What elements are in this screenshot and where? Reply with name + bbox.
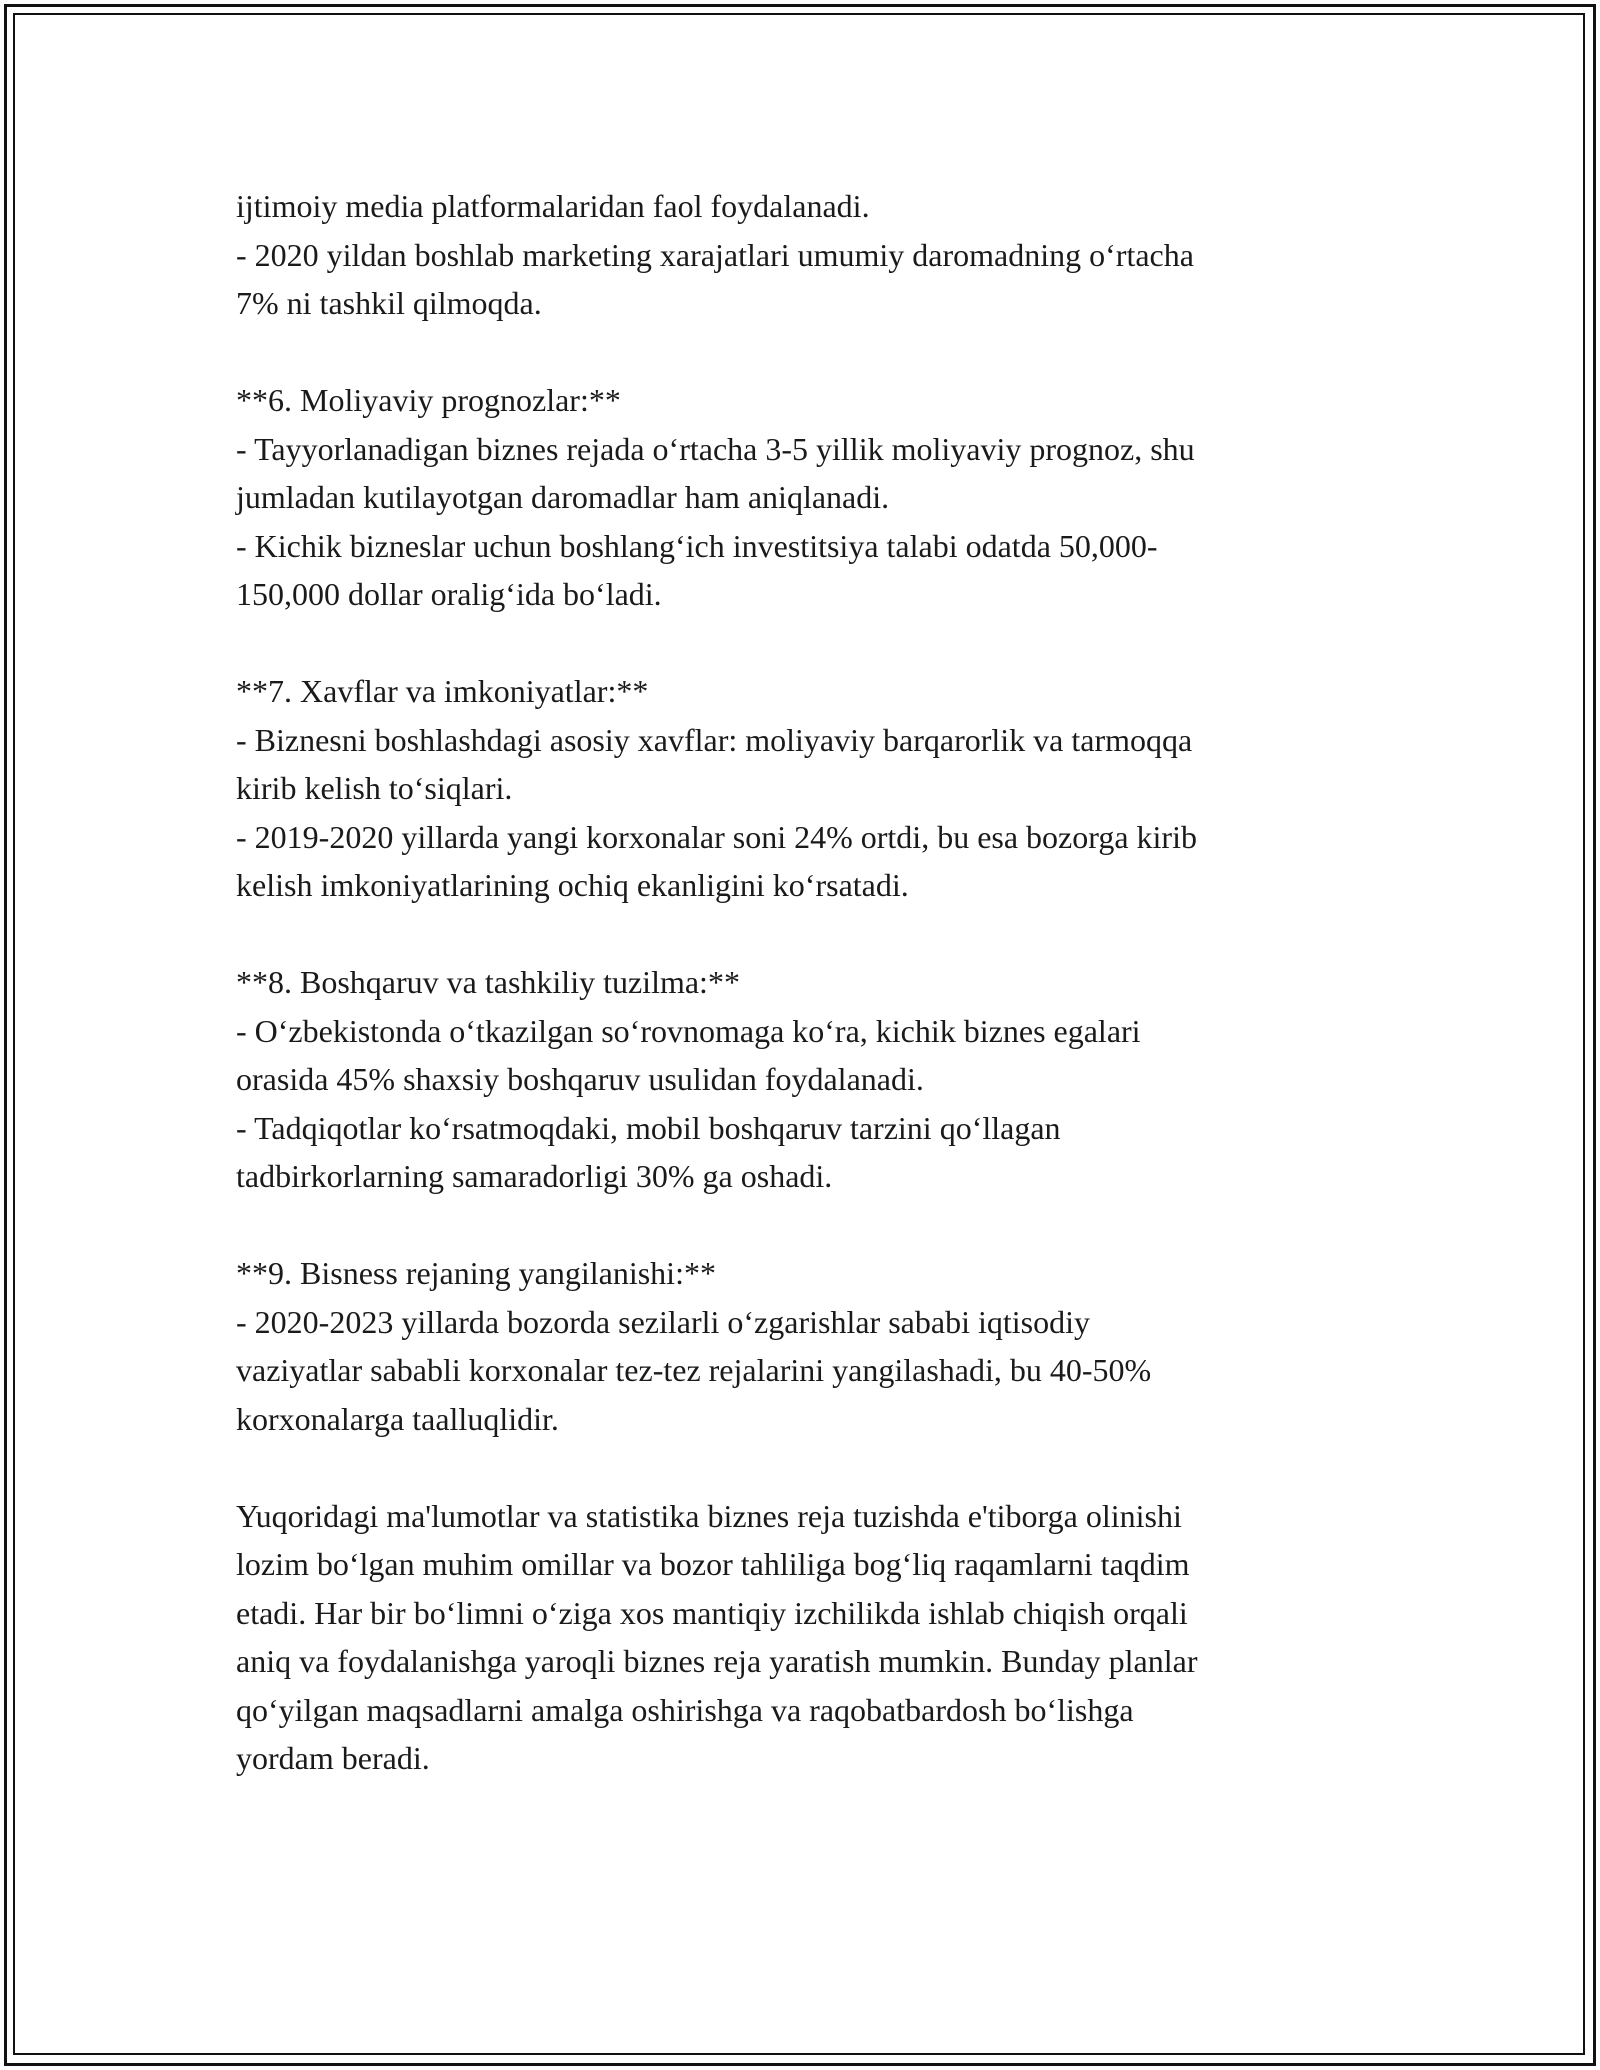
text-line: jumladan kutilayotgan daromadlar ham aniqlanadi. <box>236 479 890 515</box>
text-line: - 2020 yildan boshlab marketing xarajatlari umumiy daromadning o‘rtacha <box>236 236 1194 273</box>
text-line: aniq va foydalanishga yaroqli biznes reja yaratish mumkin. Bunday planlar <box>236 1643 1198 1679</box>
text-line: vaziyatlar sababli korxonalar tez-tez rejalarini yangilashadi, bu 40-50% <box>236 1352 1152 1388</box>
section-heading: **9. Bisness rejaning yangilanishi:** <box>236 1255 716 1291</box>
text-line: - Kichik bizneslar uchun boshlang‘ich investitsiya talabi odatda 50,000- <box>236 527 1158 564</box>
section-8 <box>236 958 1356 1201</box>
section-heading: **6. Moliyaviy prognozlar:** <box>236 382 621 418</box>
text-line: - Tadqiqotlar ko‘rsatmoqdaki, mobil boshqaruv tarzini qo‘llagan <box>236 1109 1061 1146</box>
text-line: ijtimoiy media platformalaridan faol foydalanadi. <box>236 188 870 224</box>
text-line: 7% ni tashkil qilmoqda. <box>236 285 542 321</box>
section-heading: **7. Xavflar va imkoniyatlar:** <box>236 673 649 709</box>
text-line: kelish imkoniyatlarining ochiq ekanligini ko‘rsatadi. <box>236 867 909 903</box>
section-7 <box>236 667 1356 910</box>
text-line: - Biznesni boshlashdagi asosiy xavflar: moliyaviy barqarorlik va tarmoqqa <box>236 721 1193 758</box>
text-line: qo‘yilgan maqsadlarni amalga oshirishga va raqobatbardosh bo‘lishga <box>236 1691 1134 1728</box>
intro-paragraph <box>236 182 1356 328</box>
blank-line <box>236 910 1356 959</box>
section-heading: **8. Boshqaruv va tashkiliy tuzilma:** <box>236 964 740 1000</box>
blank-line <box>236 1443 1356 1492</box>
text-line: orasida 45% shaxsiy boshqaruv usulidan foydalanadi. <box>236 1061 924 1097</box>
text-line: yordam beradi. <box>236 1740 430 1776</box>
document-body <box>236 182 1356 1783</box>
blank-line <box>236 328 1356 377</box>
text-line: - O‘zbekistonda o‘tkazilgan so‘rovnomaga ko‘ra, kichik biznes egalari <box>236 1012 1141 1049</box>
section-6 <box>236 376 1356 619</box>
text-line: - 2019-2020 yillarda yangi korxonalar soni 24% ortdi, bu esa bozorga kirib <box>236 818 1197 855</box>
blank-line <box>236 1201 1356 1250</box>
text-line: - Tayyorlanadigan biznes rejada o‘rtacha 3-5 yillik moliyaviy prognoz, shu <box>236 430 1195 467</box>
conclusion-paragraph <box>236 1492 1356 1783</box>
text-line: tadbirkorlarning samaradorligi 30% ga oshadi. <box>236 1158 833 1194</box>
text-line: etadi. Har bir bo‘limni o‘ziga xos mantiqiy izchilikda ishlab chiqish orqali <box>236 1594 1188 1631</box>
text-line: korxonalarga taalluqlidir. <box>236 1400 559 1437</box>
section-9 <box>236 1249 1356 1443</box>
text-line: lozim bo‘lgan muhim omillar va bozor tahliliga bog‘liq raqamlarni taqdim <box>236 1546 1190 1582</box>
blank-line <box>236 619 1356 668</box>
text-line: kirib kelish to‘siqlari. <box>236 770 513 806</box>
text-line: 150,000 dollar oralig‘ida bo‘ladi. <box>236 576 662 612</box>
text-line: Yuqoridagi ma'lumotlar va statistika biznes reja tuzishda e'tiborga olinishi <box>236 1497 1182 1534</box>
text-line: - 2020-2023 yillarda bozorda sezilarli o‘zgarishlar sababi iqtisodiy <box>236 1303 1090 1340</box>
